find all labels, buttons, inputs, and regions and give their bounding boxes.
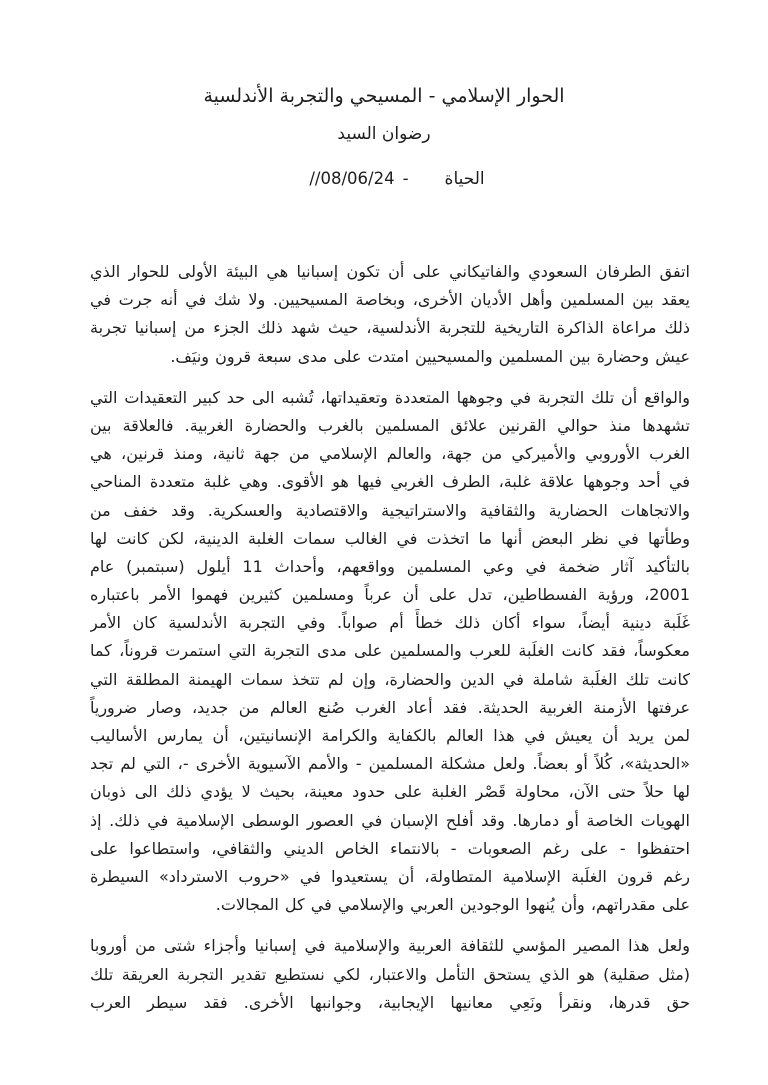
text-line: رغم قرون الغلَبة الإسلامية المتطاولة، أن يستعيدوا في «حروب الاسترداد» السيطرة xyxy=(90,866,690,886)
text-line: في أحد وجوهها علاقة غلبة، الطرف الغربي فيها هو الأقوى. وهي غلبة متعددة المناحي xyxy=(90,472,690,492)
text-line: يعقد بين المسلمين وأهل الأديان الأخرى، وبخاصة المسيحيين. ولا شك في أنه جرت في xyxy=(90,290,690,310)
text-line: حق قدرها، ونقرأ ونَعِي معانيها الإيجابية، وجوانبها الأخرى. فقد سيطر العرب xyxy=(90,992,690,1012)
article-header xyxy=(0,0,768,192)
text-line: احتفظوا - على رغم الصعوبات - بالانتماء الخاص الديني والثقافي، واستطاعوا على xyxy=(90,838,690,858)
text-line: على مقدراتهم، وأن يُنهوا الوجودين العربي والإسلامي في كل المجالات. xyxy=(215,895,690,915)
text-line: ولعل هذا المصير المؤسي للثقافة العربية والإسلامية في إسبانيا وأجزاء شتى من أوروبا xyxy=(90,936,690,956)
publication-line xyxy=(13,166,768,192)
publication-name: الحياة xyxy=(444,169,485,189)
text-line: لمن يريد أن يعيش في هذا العالم بالكفاية والكرامة الإنسانيتين، أن يمارس الأساليب xyxy=(90,726,690,745)
text-line: عرفتها الأزمنة الغربية الحديثة. فقد أعاد الغرب صُنع العالم من جديد، وصار ضرورياً xyxy=(90,697,690,717)
text-line: الهويات الخاصة أو دمارها. وقد أفلح الإسبان في العصور الوسطى الإسلامية في ذلك. إذ xyxy=(90,810,690,830)
paragraph xyxy=(90,932,690,1017)
text-line: معكوساً، فقد كانت الغلَبة للعرب والمسلمين على مدى التجربة التي استمرت قروناً، كما xyxy=(90,641,690,661)
article-author: رضوان السيد xyxy=(337,124,431,144)
article-title: الحوار الإسلامي - المسيحي والتجربة الأندلسية xyxy=(203,85,565,107)
text-line: الغرب الأوروبي والأميركي من جهة، والعالم الإسلامي من جهة ثانية، ومنذ قرنين، هي xyxy=(90,444,690,464)
text-line: (مثل صقلية) هو الذي يستحق التأمل والاعتبار، لكي نستطيع تقدير التجربة العريقة تلك xyxy=(90,964,690,984)
text-line: «الحديثة»، كُلاً أو بعضاً. ولعل مشكلة المسلمين - والأمم الآسيوية الأخرى -، التي لم تجد xyxy=(90,754,690,774)
text-line: اتفق الطرفان السعودي والفاتيكاني على أن تكون إسبانيا هي البيئة الأولى للحوار الذي xyxy=(90,262,690,281)
publication-date: //08/06/24 xyxy=(309,169,395,188)
text-line: بالتأكيد آثار ضخمة في وعي المسلمين وواقعهم، وأحداث 11 أيلول (سبتمبر) عام xyxy=(90,556,690,576)
text-line: لها حلاً حتى الآن، محاولة قَصْر الغلبة على حدود معينة، بحيث لا يؤدي ذلك الى ذوبان xyxy=(90,782,690,802)
text-line: تشهدها منذ حوالي القرنين علائق المسلمين بالغرب والحضارة الغربية. فالعلاقة بين xyxy=(90,415,690,435)
text-line: والاتجاهات الحضارية والثقافية والاستراتيجية والاقتصادية والعسكرية. وقد خفف من xyxy=(90,500,690,520)
text-line: 2001، ورؤية الفسطاطين، تدل على أن عرباً ومسلمين كثيرين فهموا الأمر باعتباره xyxy=(90,585,690,605)
text-line: ذلك مراعاة الذاكرة التاريخية للتجربة الأندلسية، حيث شهد ذلك الجزء من إسبانيا تجربة xyxy=(90,318,690,338)
paragraph xyxy=(90,384,690,920)
text-line: وطأتها في نظر البعض أنها ما اتخذت في الغالب سمات الغلبة الدينية، لكن كانت لها xyxy=(90,528,690,548)
text-line: عيش وحضارة بين المسلمين والمسيحيين امتدت على مدى سبعة قرون ونيَف. xyxy=(170,346,690,366)
paragraph xyxy=(90,258,690,371)
text-line: كانت تلك الغلَبة شاملة في الدين والحضارة، وإن لم تتخذ سمات الهيمنة المطلقة التي xyxy=(90,669,690,689)
text-line: والواقع أن تلك التجربة في وجوهها المتعددة وتعقيداتها، تُشبه الى حد كبير التعقيدات التي xyxy=(90,387,690,407)
text-line: غَلَبة دينية أيضاً، سواء أكان ذلك خطأً أم صواباً. وفي التجربة الأندلسية كان الأمر xyxy=(90,613,690,633)
separator-dash: - xyxy=(402,169,409,188)
article-body xyxy=(90,258,690,1017)
